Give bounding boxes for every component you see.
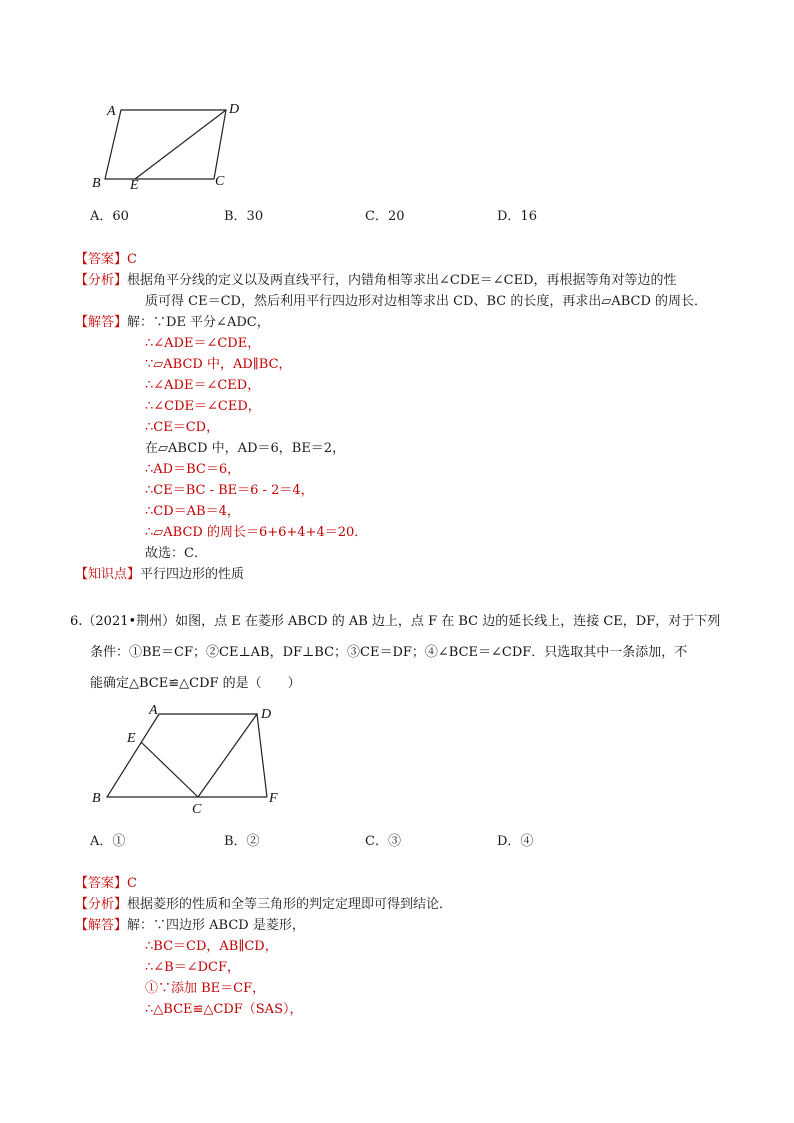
rhombus-figure [85, 698, 295, 823]
q5-option-d: D．16 [497, 209, 537, 224]
q5-option-b: B．30 [224, 209, 264, 224]
q5-knowledge-row [75, 565, 244, 585]
q6-solution-line-2: ∴∠B＝∠DCF， [145, 960, 240, 975]
solution-tag: 【解答】 [75, 315, 128, 330]
analysis-line1: 根据角平分线的定义以及两直线平行，内错角相等求出∠CDE＝∠CED，再根据等角对等边的性 [127, 273, 677, 288]
q6-solution-line-1: ∴BC＝CD，AB∥CD， [145, 939, 278, 954]
solution-line-5: ∴CE＝CD， [145, 420, 220, 435]
knowledge-value: 平行四边形的性质 [140, 567, 245, 582]
label-b: B [92, 176, 101, 191]
knowledge-tag: 【知识点】 [75, 567, 141, 582]
rhombus-shape [107, 714, 257, 797]
answer-tag: 【答案】 [75, 876, 128, 891]
solution-tag: 【解答】 [75, 918, 128, 933]
solution-line-2: ∵▱ABCD 中，AD∥BC， [145, 357, 292, 372]
q6-stem-line1: 6.（2021•荆州）如图，点 E 在菱形 ABCD 的 AB 边上，点 F 在 BC 边的延长线上，连接 CE，DF，对于下列 [70, 614, 721, 629]
q5-analysis-row [75, 271, 677, 291]
solution-line-6: 在▱ABCD 中，AD＝6，BE＝2， [145, 441, 346, 456]
analysis-tag: 【分析】 [75, 897, 128, 912]
label-e: E [130, 178, 139, 193]
q6-analysis-row [75, 895, 452, 915]
analysis-text: 根据菱形的性质和全等三角形的判定定理即可得到结论． [127, 897, 453, 912]
segment-ce [141, 742, 198, 797]
q6-stem-line2: 条件：①BE＝CF；②CE⊥AB，DF⊥BC；③CE＝DF；④∠BCE＝∠CDF．只选取其中一条添加，不 [90, 645, 688, 660]
label-d: D [229, 102, 240, 117]
label-a: A [107, 104, 116, 119]
q5-option-c: C．20 [365, 209, 405, 224]
solution-line-3: ∴∠ADE＝∠CED， [145, 378, 261, 393]
q6-solution-line-3: ①∵添加 BE＝CF， [145, 981, 266, 996]
label-f: F [269, 791, 278, 806]
label-b: B [92, 791, 101, 806]
solution-line-11: 故选：C． [145, 546, 207, 561]
q6-stem-line3: 能确定△BCE≌△CDF 的是（ ） [90, 676, 301, 691]
solution-line-0: 解：∵DE 平分∠ADC， [127, 315, 270, 330]
q5-answer-row [75, 250, 137, 270]
answer-value: C [127, 252, 137, 267]
label-c: C [215, 174, 225, 189]
label-a: A [149, 703, 158, 718]
solution-line-4: ∴∠CDE＝∠CED， [145, 399, 261, 414]
q5-analysis-row-2: 质可得 CE＝CD，然后利用平行四边形对边相等求出 CD、BC 的长度，再求出▱ABCD 的周长． [145, 294, 707, 309]
q6-answer-row [75, 874, 137, 894]
label-c: C [192, 802, 202, 817]
label-d: D [261, 707, 272, 722]
segment-de [135, 110, 226, 179]
q6-option-a: A．① [90, 834, 126, 849]
q5-option-a: A．60 [90, 209, 129, 224]
q6-option-b: B．② [224, 834, 260, 849]
q6-solution-row [75, 916, 305, 936]
solution-line-9: ∴CD＝AB＝4， [145, 504, 240, 519]
q6-solution-line-4: ∴△BCE≌△CDF（SAS）， [145, 1002, 303, 1017]
solution-line-0: 解：∵四边形 ABCD 是菱形， [127, 918, 305, 933]
q5-solution-row [75, 313, 270, 333]
answer-tag: 【答案】 [75, 252, 128, 267]
solution-line-10: ∴▱ABCD 的周长＝6+6+4+4＝20． [145, 525, 368, 540]
solution-line-8: ∴CE＝BC - BE＝6 - 2＝4， [145, 483, 314, 498]
segment-df [257, 714, 267, 797]
parallelogram-shape [105, 110, 226, 179]
analysis-tag: 【分析】 [75, 273, 128, 288]
solution-line-7: ∴AD＝BC＝6， [145, 462, 241, 477]
solution-line-1: ∴∠ADE＝∠CDE， [145, 336, 261, 351]
q6-option-d: D．④ [497, 834, 534, 849]
parallelogram-figure [85, 95, 255, 195]
label-e: E [127, 731, 136, 746]
q6-option-c: C．③ [365, 834, 401, 849]
answer-value: C [127, 876, 137, 891]
